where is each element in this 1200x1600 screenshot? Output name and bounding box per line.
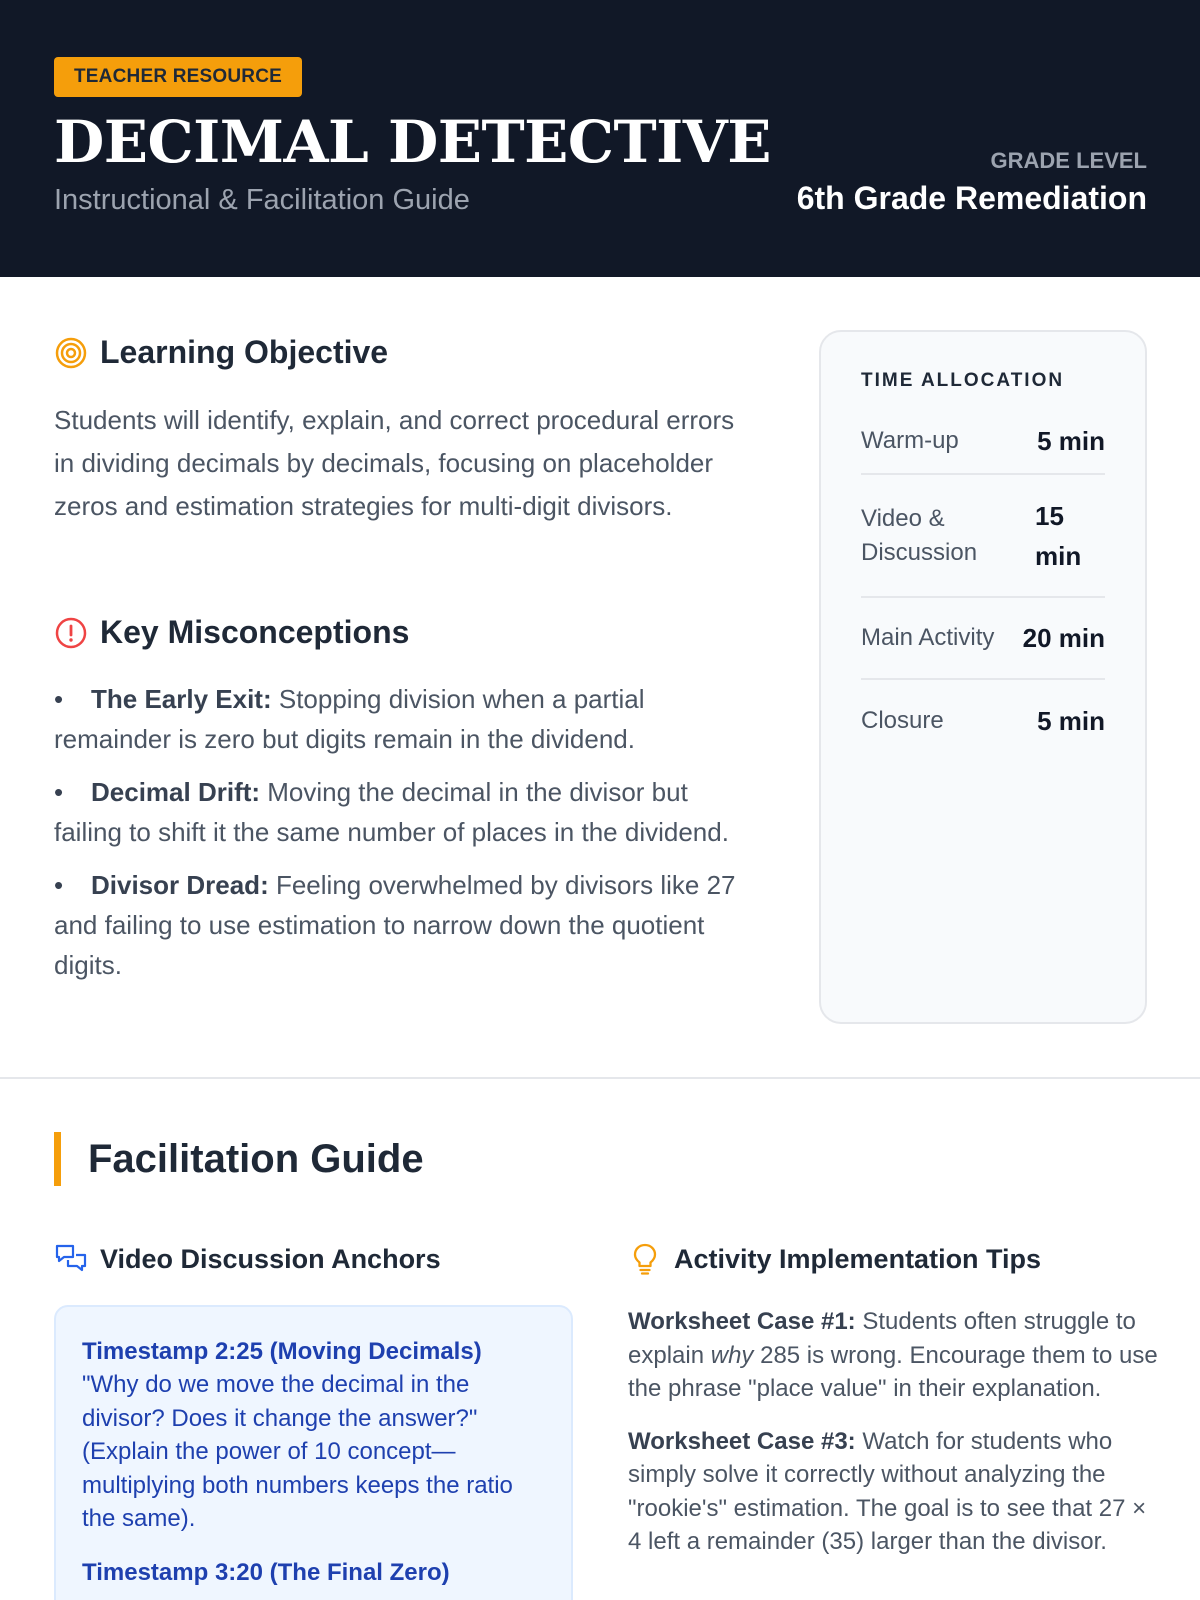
resource-badge: TEACHER RESOURCE — [54, 57, 302, 97]
anchors-box — [54, 1305, 573, 1600]
time-allocation-card — [819, 330, 1147, 1024]
anchor-timestamp: Timestamp 3:20 (The Final Zero) — [82, 1558, 450, 1586]
target-icon — [54, 336, 88, 370]
time-row — [861, 680, 1105, 762]
grade-level-value: 6th Grade Remediation — [796, 180, 1147, 216]
misconceptions-title: Key Misconceptions — [100, 614, 410, 650]
time-row-label: Closure — [861, 707, 944, 734]
misconceptions-list — [54, 679, 754, 998]
facilitation-title: Facilitation Guide — [54, 1132, 424, 1186]
alert-circle-icon — [54, 616, 88, 650]
list-item: • The Early Exit: Stopping division when a partial remainder is zero but digits remain in the dividend. — [54, 684, 645, 754]
list-item: Worksheet Case #1: Students often struggle to explain why 285 is wrong. Encourage them to use the phrase "place value" in their explanation. — [628, 1308, 1158, 1402]
anchor-text: "Why do we move the decimal in the divisor? Does it change the answer?" (Explain the power of 10 concept—multiplying both numbers keeps the ratio the same). — [82, 1371, 513, 1532]
anchor-timestamp: Timestamp 2:25 (Moving Decimals) — [82, 1338, 482, 1365]
time-row-value: 5 min — [1037, 706, 1105, 736]
objective-heading — [54, 334, 388, 371]
time-row-value: 5 min — [1037, 425, 1105, 456]
time-row-label: Video & Discussion — [861, 504, 978, 566]
list-item: • Decimal Drift: Moving the decimal in the divisor but failing to shift it the same number of places in the dividend. — [54, 777, 729, 847]
tips-title: Activity Implementation Tips — [674, 1243, 1042, 1274]
misconceptions-heading — [54, 614, 409, 651]
page-header — [0, 0, 1200, 277]
objective-text: Students will identify, explain, and correct procedural errors in dividing decimals by decimals, focusing on placeholder zeros and estimation strategies for multi-digit divisors. — [54, 405, 735, 521]
time-allocation-title: TIME ALLOCATION — [861, 370, 1065, 391]
tips-heading — [628, 1242, 1041, 1276]
page-subtitle: Instructional & Facilitation Guide — [54, 184, 470, 216]
time-row-value: 20 min — [1022, 623, 1105, 653]
anchors-heading — [54, 1242, 441, 1276]
time-row — [861, 598, 1105, 680]
time-row-value: 15 min — [1035, 500, 1082, 571]
time-row-label: Warm-up — [861, 426, 959, 454]
list-item — [82, 1335, 545, 1536]
grade-level-label: GRADE LEVEL — [990, 148, 1147, 173]
time-row-label: Main Activity — [861, 624, 995, 651]
list-item: • Divisor Dread: Feeling overwhelmed by divisors like 27 and failing to use estimation to narrow down the quotient digits. — [54, 870, 736, 980]
lightbulb-icon — [628, 1242, 662, 1276]
section-divider — [0, 1077, 1200, 1079]
list-item: Worksheet Case #3: Watch for students who simply solve it correctly without analyzing the "rookie's" estimation. The goal is to see that 27 × 4 left a remainder (35) larger than the divisor. — [628, 1427, 1147, 1555]
chat-bubbles-icon — [54, 1242, 88, 1276]
time-row — [861, 475, 1105, 598]
objective-title: Learning Objective — [100, 334, 389, 370]
time-row — [861, 408, 1105, 475]
anchors-title: Video Discussion Anchors — [100, 1243, 441, 1274]
page-title: DECIMAL DETECTIVE — [54, 108, 772, 176]
tips-list — [628, 1305, 1158, 1578]
list-item — [82, 1556, 545, 1589]
